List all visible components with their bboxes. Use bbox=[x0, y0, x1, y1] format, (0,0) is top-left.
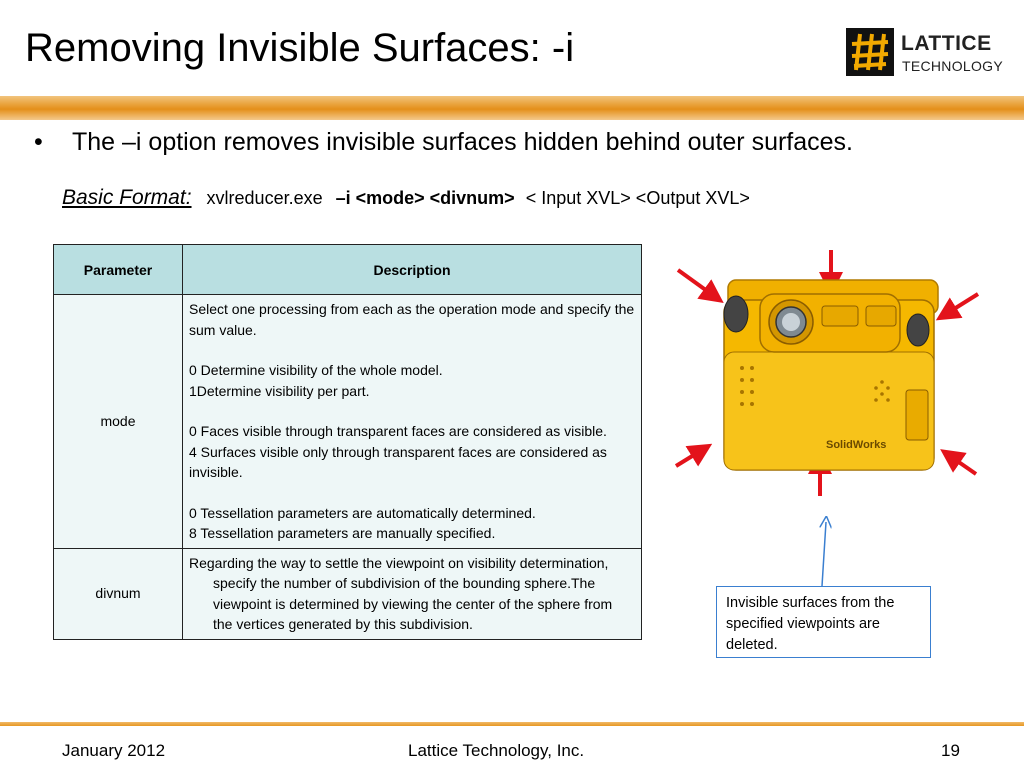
desc-line: 4 Surfaces visible only through transparent faces are considered as invisible. bbox=[189, 443, 607, 480]
desc-blank bbox=[189, 401, 635, 421]
bullet-point bbox=[34, 128, 853, 157]
desc-line: 0 Faces visible through transparent faces are considered as visible. bbox=[189, 423, 607, 439]
parameter-table bbox=[53, 244, 642, 640]
footer-divider-bar bbox=[0, 722, 1024, 726]
table-cell-description bbox=[183, 295, 642, 549]
bullet-text: The –i option removes invisible surfaces hidden behind outer surfaces. bbox=[72, 128, 853, 156]
desc-line: 0 Tessellation parameters are automatically determined. bbox=[189, 504, 536, 521]
logo-text-secondary: TECHNOLOGY bbox=[902, 58, 1004, 74]
callout-pointer-arrow bbox=[822, 522, 826, 586]
table-cell-description bbox=[183, 548, 642, 639]
desc-line: Select one processing from each as the operation mode and specify the sum value. bbox=[189, 301, 635, 338]
table-cell-param: divnum bbox=[54, 548, 183, 639]
camera-brand-label: SolidWorks bbox=[826, 439, 887, 451]
desc-line: 1Determine visibility per part. bbox=[189, 382, 370, 399]
lattice-logo-icon bbox=[846, 28, 894, 76]
footer-date: January 2012 bbox=[62, 741, 166, 760]
lattice-logo bbox=[846, 28, 1004, 78]
desc-blank bbox=[189, 340, 635, 360]
desc-line: 8 Tessellation parameters are manually specified. bbox=[189, 525, 496, 541]
table-row bbox=[54, 295, 642, 549]
format-args-bold: –i <mode> <divnum> bbox=[335, 188, 515, 208]
camera-model-image bbox=[660, 240, 1000, 510]
desc-line: Regarding the way to settle the viewpoint on visibility determination, specify the number of subdivision of the bounding sphere.The viewpoint is determined by viewing the center of the sphere from the vertices generated by this subdivision. bbox=[189, 554, 613, 632]
table-row bbox=[54, 548, 642, 639]
basic-format-label: Basic Format: bbox=[62, 186, 192, 209]
table-cell-param: mode bbox=[54, 295, 183, 549]
table-header-parameter: Parameter bbox=[54, 245, 183, 295]
table-header-row bbox=[54, 245, 642, 295]
bullet-icon: • bbox=[34, 128, 43, 156]
callout-note: Invisible surfaces from the specified viewpoints are deleted. bbox=[716, 586, 931, 658]
header-divider-bar bbox=[0, 96, 1024, 120]
footer-page-number: 19 bbox=[941, 741, 960, 760]
basic-format-line bbox=[62, 186, 750, 210]
format-args: < Input XVL> <Output XVL> bbox=[525, 188, 750, 208]
table-header-description: Description bbox=[183, 245, 642, 295]
footer-company: Lattice Technology, Inc. bbox=[408, 741, 585, 760]
format-command: xvlreducer.exe bbox=[206, 188, 323, 208]
desc-blank bbox=[189, 483, 635, 503]
logo-text-primary: LATTICE bbox=[901, 32, 992, 55]
slide-title: Removing Invisible Surfaces: -i bbox=[25, 26, 575, 70]
desc-line: 0 Determine visibility of the whole model. bbox=[189, 362, 443, 378]
